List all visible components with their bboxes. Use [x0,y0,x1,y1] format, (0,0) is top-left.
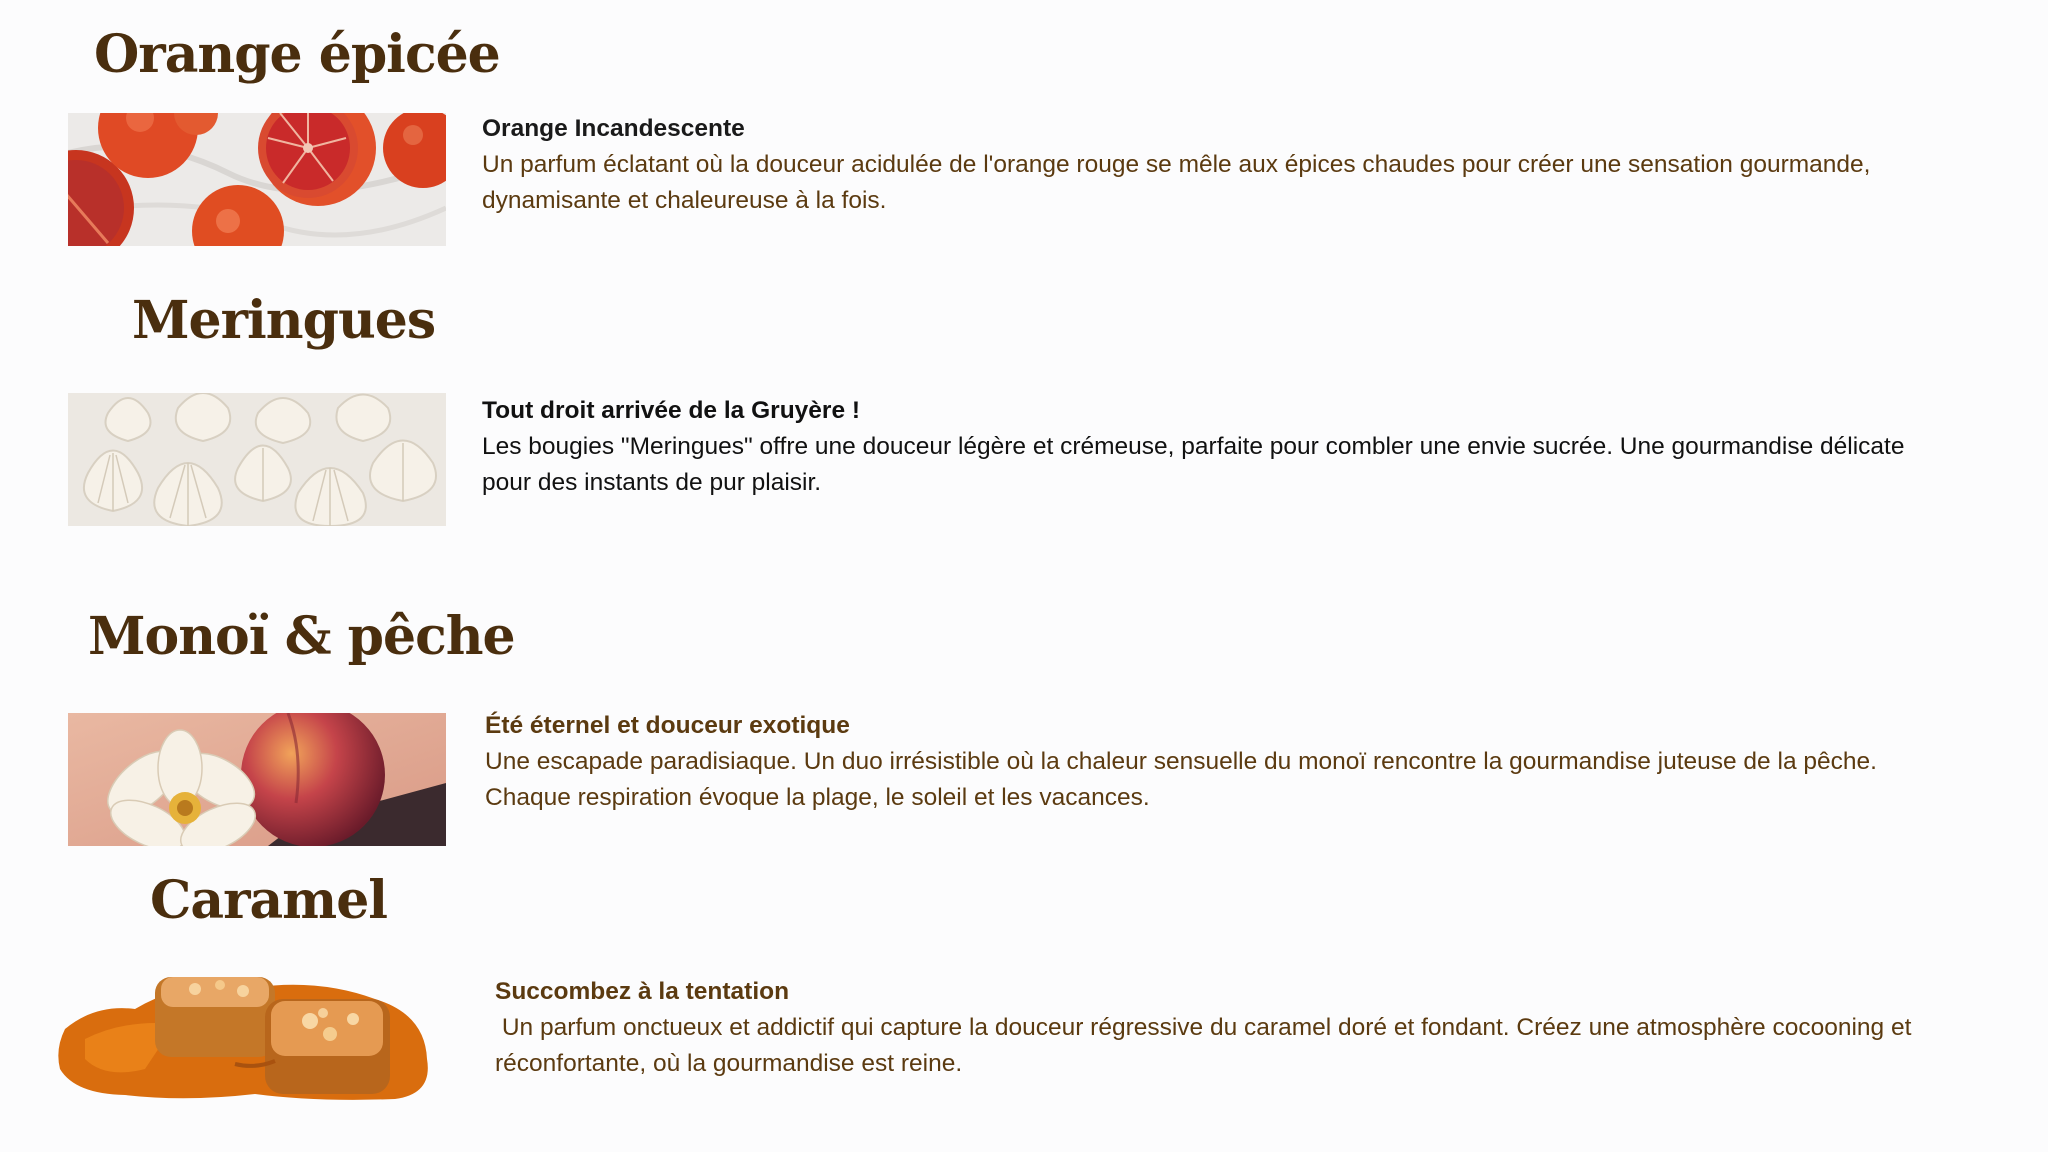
section-body: Un parfum onctueux et addictif qui capture la douceur régressive du caramel doré et fondant. Créez une atmosphère cocooning et réconfortante, où la gourmandise est reine. [495,1014,1919,1077]
section-subtitle: Orange Incandescente [482,115,745,142]
section-description-meringues [482,393,1942,501]
section-title-meringues: Meringues [132,290,436,351]
blood-orange-image [68,113,446,246]
section-subtitle: Été éternel et douceur exotique [485,712,850,739]
section-description-caramel [495,974,1955,1082]
section-body: Une escapade paradisiaque. Un duo irrésistible où la chaleur sensuelle du monoï rencontre la gourmandise juteuse de la pêche. Chaque respiration évoque la plage, le soleil et les vacances. [485,748,1877,811]
peach-flower-image [68,713,446,846]
section-title-caramel: Caramel [150,870,388,931]
section-body: Les bougies "Meringues" offre une douceur légère et crémeuse, parfaite pour combler une envie sucrée. Une gourmandise délicate pour des instants de pur plaisir. [482,433,1905,496]
section-title-monoi-peche: Monoï & pêche [88,606,515,667]
meringues-image [68,393,446,526]
caramel-image [55,969,433,1102]
section-title-orange-epicee: Orange épicée [94,24,500,85]
section-subtitle: Tout droit arrivée de la Gruyère ! [482,397,861,424]
section-body: Un parfum éclatant où la douceur acidulée de l'orange rouge se mêle aux épices chaudes pour créer une sensation gourmande, dynamisante et chaleureuse à la fois. [482,151,1871,214]
section-description-orange-epicee [482,111,1942,219]
section-description-monoi-peche [485,708,1945,816]
section-subtitle: Succombez à la tentation [495,978,790,1005]
